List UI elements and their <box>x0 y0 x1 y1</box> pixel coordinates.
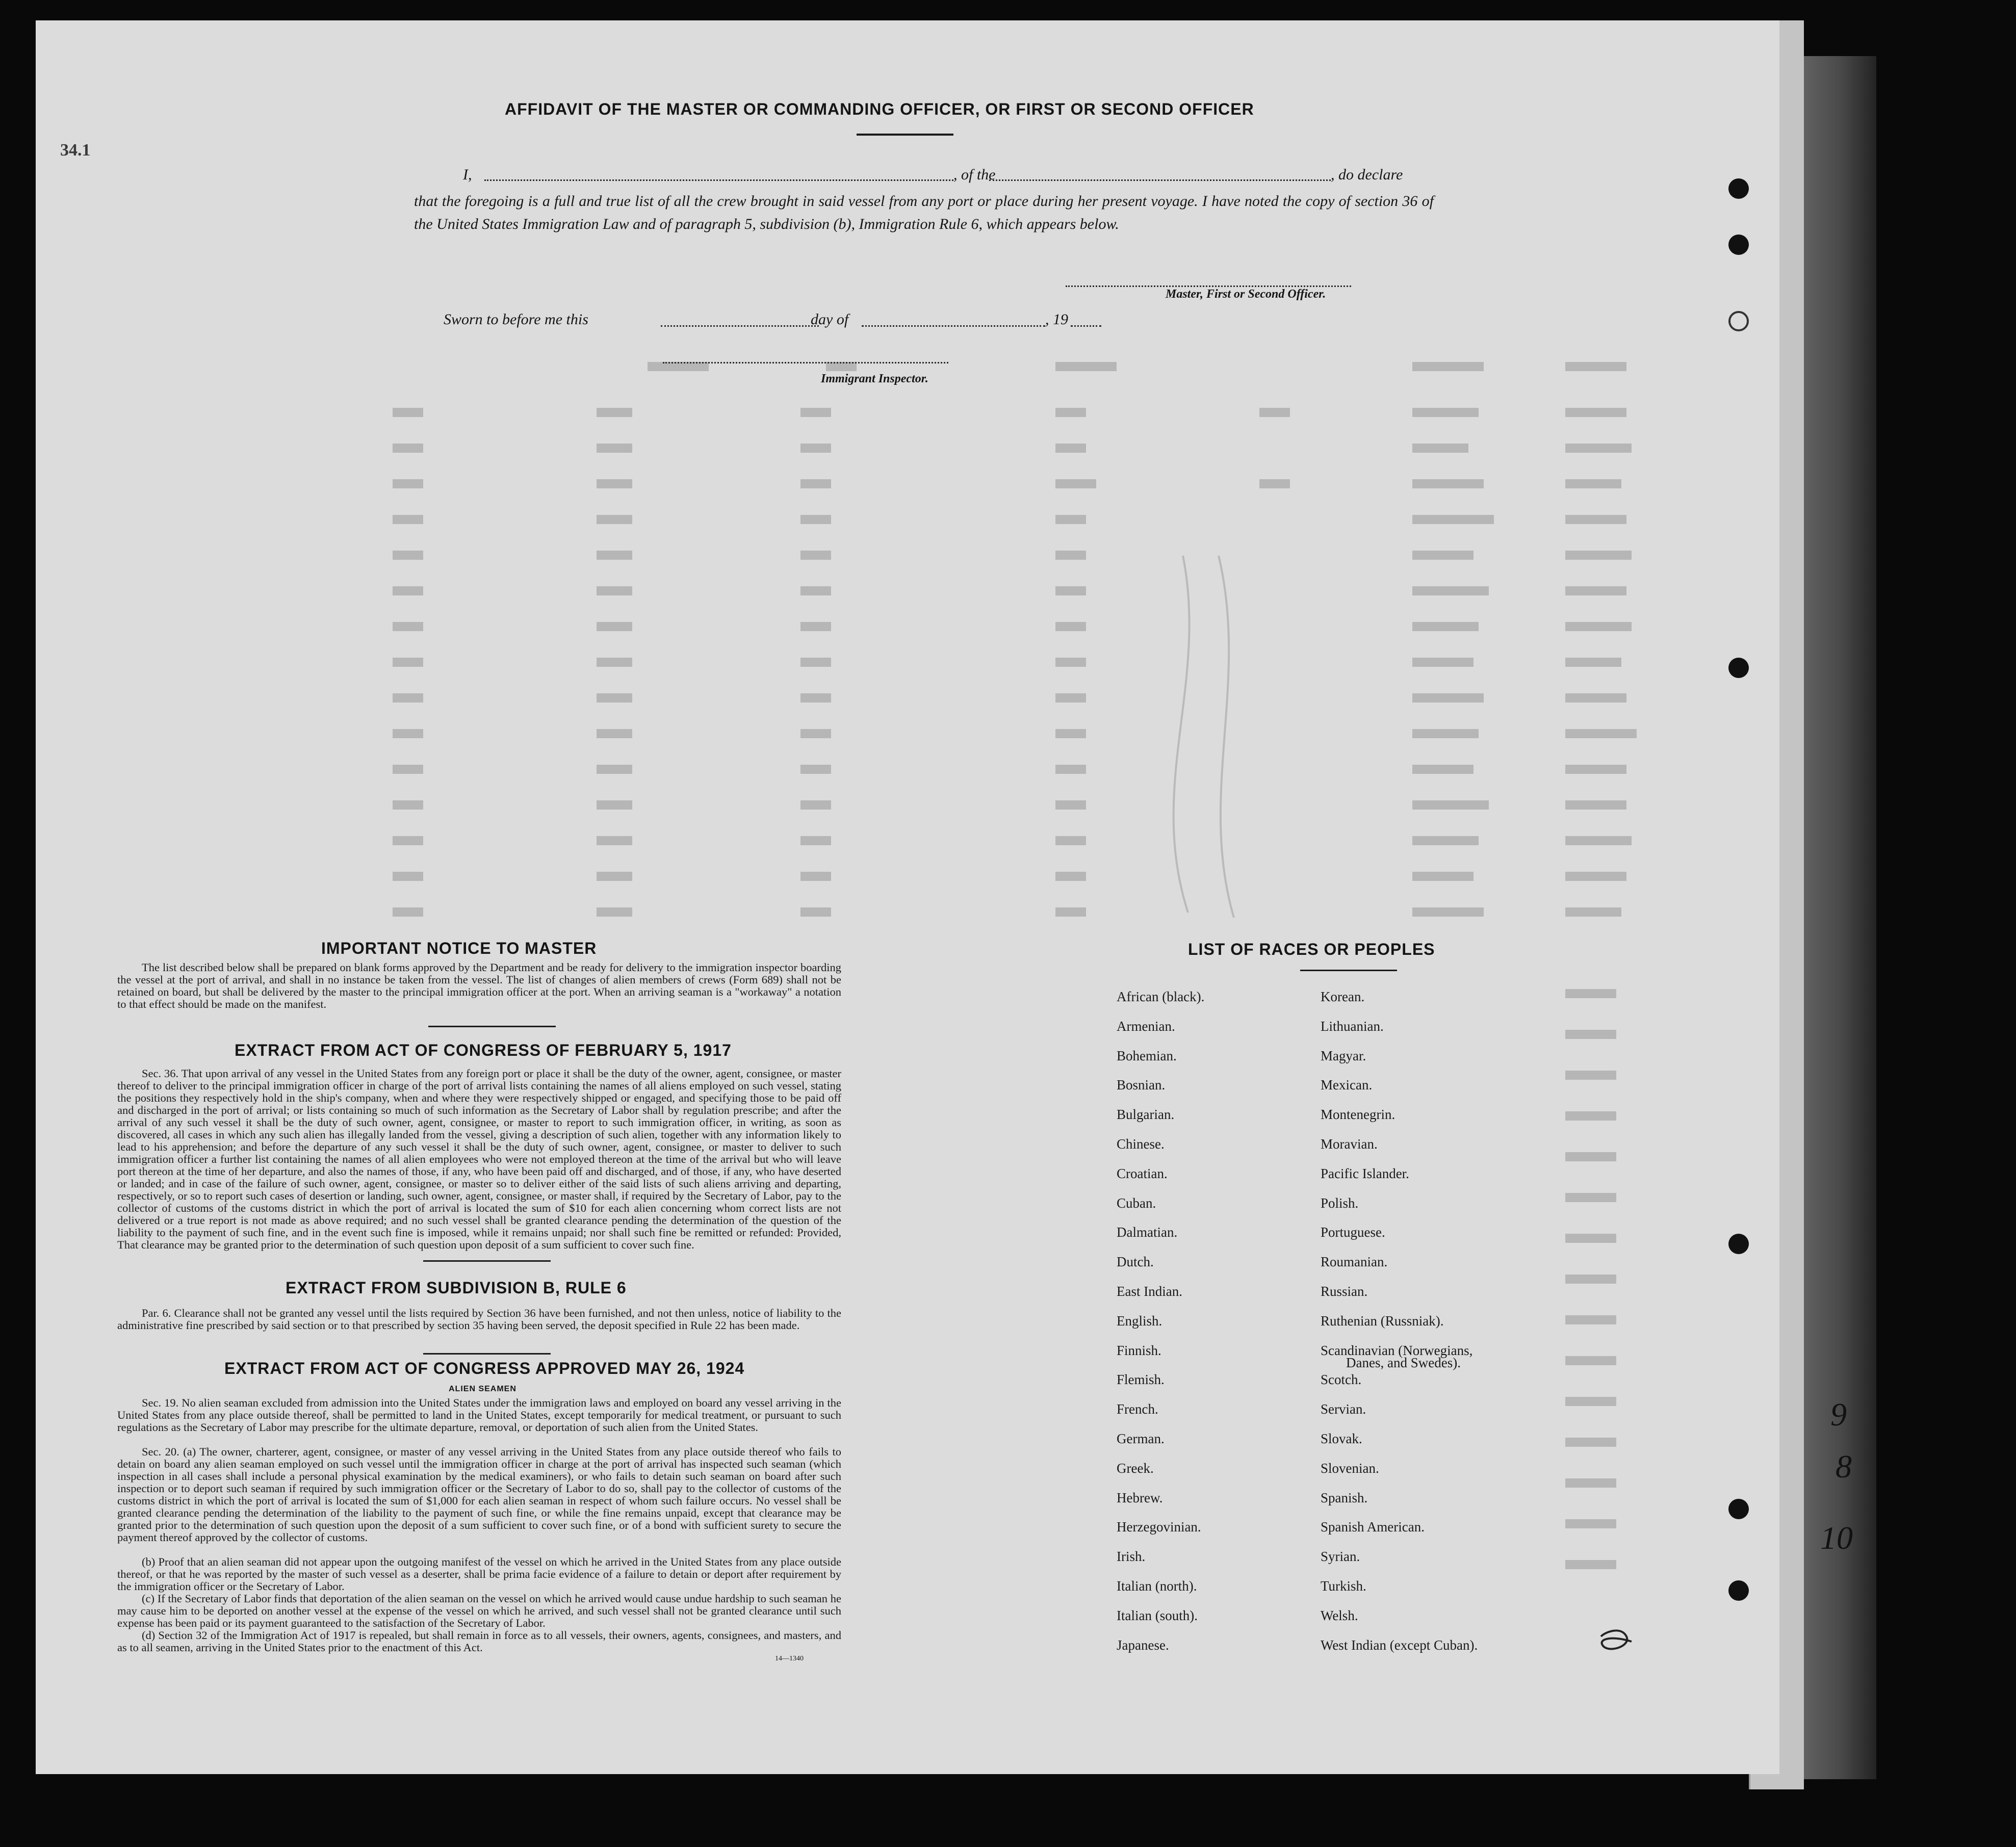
race-item: Armenian. <box>1117 1018 1175 1034</box>
punch-hole <box>1728 1499 1749 1519</box>
extract-1924-sec19: Sec. 19. No alien seaman excluded from admission into the United States under the immigration laws and employed on board any vessel arriving in the United States from any place outside thereof, shall be permitted to land in the United States, except temporarily for medical treatment, or pursuant to such regulations as the Secretary of Labor may prescribe for the ultimate departure, removal, or deportation of such alien from the United States. <box>117 1396 841 1434</box>
race-item: East Indian. <box>1117 1284 1182 1299</box>
race-item: Danes, and Swedes). <box>1346 1355 1461 1370</box>
race-item: Spanish American. <box>1321 1519 1425 1535</box>
race-item: Portuguese. <box>1321 1225 1385 1240</box>
document-page <box>36 20 1779 1774</box>
race-item: Korean. <box>1321 989 1365 1004</box>
extract-1924-subtitle: ALIEN SEAMEN <box>449 1385 516 1393</box>
race-item: Finnish. <box>1117 1342 1161 1358</box>
punch-hole-open <box>1728 311 1749 331</box>
punch-hole <box>1728 1580 1749 1601</box>
race-item: Mexican. <box>1321 1077 1373 1093</box>
race-item: Moravian. <box>1321 1136 1378 1152</box>
race-item: Dalmatian. <box>1117 1225 1178 1240</box>
race-item: Bohemian. <box>1117 1048 1177 1063</box>
extract-1917-title: EXTRACT FROM ACT OF CONGRESS OF FEBRUARY 5, 1917 <box>235 1041 732 1059</box>
race-item: Spanish. <box>1321 1490 1368 1505</box>
sworn-year-line <box>1071 325 1101 327</box>
extract-1924-sec20b: (b) Proof that an alien seaman did not appear upon the outgoing manifest of the vessel on which he arrived in the United States from any place outside thereof, or that he was reported by the master of such vessel as a deserter, shall be prima facie evidence of a failure to detain or deport after requirement by the immigration officer or the Secretary of Labor. <box>117 1555 841 1593</box>
race-item: German. <box>1117 1431 1165 1446</box>
edge-tally-number: 10 <box>1820 1520 1853 1556</box>
race-item: Magyar. <box>1321 1048 1366 1063</box>
race-item: Cuban. <box>1117 1195 1156 1211</box>
race-item: Croatian. <box>1117 1165 1168 1181</box>
sworn-day-of: day of <box>811 311 849 328</box>
race-item: Hebrew. <box>1117 1490 1163 1505</box>
affidavit-title: AFFIDAVIT OF THE MASTER OR COMMANDING OFFICER, OR FIRST OR SECOND OFFICER <box>505 100 1254 118</box>
master-signature-line <box>1066 285 1351 287</box>
race-item: Greek. <box>1117 1460 1154 1476</box>
race-item: Roumanian. <box>1321 1254 1388 1270</box>
race-item: Herzegovinian. <box>1117 1519 1201 1535</box>
race-item: Turkish. <box>1321 1578 1366 1594</box>
affidavit-i-label: I, <box>463 166 472 183</box>
handwritten-scribble-mark <box>1596 1626 1637 1662</box>
race-item: Dutch. <box>1117 1254 1154 1270</box>
margin-page-number: 34.1 <box>60 141 91 160</box>
edge-tally-number: 8 <box>1836 1448 1852 1485</box>
extract-1924-title: EXTRACT FROM ACT OF CONGRESS APPROVED MAY 26, 1924 <box>224 1359 745 1377</box>
affidavit-of-the: , of the <box>953 166 996 183</box>
race-item: Pacific Islander. <box>1321 1165 1409 1181</box>
punch-hole <box>1728 235 1749 255</box>
race-item: French. <box>1117 1401 1158 1417</box>
race-item: Scotch. <box>1321 1372 1362 1388</box>
race-item: Welsh. <box>1321 1607 1358 1623</box>
race-item: Bulgarian. <box>1117 1107 1175 1123</box>
race-item: Irish. <box>1117 1549 1146 1565</box>
notice-rule <box>428 1026 556 1027</box>
extract-1924-sec20a: Sec. 20. (a) The owner, charterer, agent, consignee, or master of any vessel arriving in the United States from any place outside thereof who fails to detain on board any alien seaman employed on such vessel until the immigration officer in charge at the port of arrival has inspected such seaman (which inspection in all cases shall include a personal physical examination by the medical examiners), or who fails to detain such seaman on board after such inspection or to deport such seaman if required by such immigration officer or the Secretary of Labor to do so, shall pay to the collector of customs of the customs district in which the port of arrival is located the sum of $1,000 for each alien seaman in respect of whom such failure occurs. No vessel shall be granted clearance pending the determination of the liability to the payment of such fine, or while the fine remains unpaid, except that clearance may be granted prior to the determination of such question upon the deposit of a sum sufficient to cover such fine, or of a bond with sufficient surety to secure the payment thereof approved by the collector of customs. <box>117 1445 841 1544</box>
master-signature-label: Master, First or Second Officer. <box>1166 288 1326 301</box>
punch-hole <box>1728 1234 1749 1254</box>
notice-text: The list described below shall be prepared on blank forms approved by the Department and be ready for delivery to the immigration inspector boarding the vessel at the port of arrival, and shall in no instance be taken from the vessel. The list of changes of alien members of crews (Form 689) shall not be retained on board, but shall be delivered by the master to the principal immigration officer at the port. When an arriving seaman is a "workaway" a notation to that effect should be made on the manifest. <box>117 961 841 1010</box>
punch-hole <box>1728 658 1749 678</box>
affidavit-title-rule <box>857 134 953 136</box>
race-item: Scandinavian (Norwegians, <box>1321 1342 1473 1358</box>
race-item: Flemish. <box>1117 1372 1165 1388</box>
affidavit-body: that the foregoing is a full and true list of all the crew brought in said vessel from any port or place during her present voyage. I have noted the copy of section 36 of the United States Immigration Law and of paragraph 5, subdivision (b), Immigration Rule 6, which appears below. <box>414 193 1434 232</box>
punch-hole <box>1728 178 1749 199</box>
sworn-year: , 19 <box>1045 311 1068 328</box>
affidavit-do-declare: , do declare <box>1331 166 1403 183</box>
race-item: West Indian (except Cuban). <box>1321 1637 1478 1653</box>
extract-1917-rule <box>423 1260 551 1262</box>
extract-rule6-rule <box>423 1353 551 1355</box>
race-item: Slovak. <box>1321 1431 1362 1446</box>
affidavit-vessel-line <box>989 179 1331 181</box>
race-item: Italian (north). <box>1117 1578 1197 1594</box>
extract-1917-text: Sec. 36. That upon arrival of any vessel in the United States from any foreign port or place it shall be the duty of the owner, agent, consignee, or master thereof to deliver to the principal immigration officer in charge of the port of arrival lists containing the names of all aliens employed on such vessel, stating the positions they respectively hold in the ship's company, when and where they were respectively shipped or engaged, and specifying those to be paid off and discharged in the port of arrival; or lists containing so much of such information as the Secretary of Labor shall by regulation prescribe; and after the arrival of any such vessel it shall be the duty of such owner, agent, consignee, or master to report to such immigration officer, in writing, as soon as discovered, all cases in which any such alien has illegally landed from the vessel, giving a description of such alien, together with any information likely to lead to his apprehension; and before the departure of any such vessel it shall be the duty of such owner, agent, consignee, or master to deliver to such immigration officer a further list containing the names of all alien employees who were not employed thereon at the time of the arrival but who will leave port thereon at the time of her departure, and also the names of those, if any, who have been paid off and discharged, and of those, if any, who have deserted or landed; and in case of the failure of such owner, agent, consignee, or master so to deliver either of the said lists of such aliens arriving and departing, respectively, or so to report such cases of desertion or landing, such owner, agent, consignee, or master shall, if required by the Secretary of Labor, pay to the collector of customs of the customs district in which the port of arrival is located the sum of $10 for each alien concerning whom correct lists are not delivered or a true report is not made as above required; and no such vessel shall be granted clearance pending the determination of the question of the liability to the payment of such fine, and in the event such fine is imposed, while it remains unpaid; nor shall such fine be remitted or refunded: Provided, That clearance may be granted prior to the determination of such question upon deposit of a sum sufficient to cover such fine. <box>117 1067 841 1251</box>
race-item: Lithuanian. <box>1321 1018 1384 1034</box>
race-item: Italian (south). <box>1117 1607 1198 1623</box>
sworn-month-line <box>862 325 1045 327</box>
sworn-date-line <box>661 325 819 327</box>
race-item: Ruthenian (Russniak). <box>1321 1313 1444 1329</box>
extract-1924-sec20c: (c) If the Secretary of Labor finds that deportation of the alien seaman on the vessel on which he arrived would cause undue hardship to such seaman he may cause him to be deported on another vessel at the expense of the vessel on which he arrived, and such vessel shall not be granted clearance until such expense has been paid or its payment guaranteed to the satisfaction of the Secretary of Labor. <box>117 1592 841 1629</box>
race-item: Chinese. <box>1117 1136 1165 1152</box>
notice-title: IMPORTANT NOTICE TO MASTER <box>321 939 597 957</box>
race-item: Slovenian. <box>1321 1460 1379 1476</box>
races-title: LIST OF RACES OR PEOPLES <box>1188 940 1435 958</box>
sworn-label: Sworn to before me this <box>444 311 588 328</box>
inspector-label: Immigrant Inspector. <box>821 372 928 385</box>
inspector-signature-line <box>663 362 948 363</box>
race-item: Syrian. <box>1321 1549 1360 1565</box>
races-title-rule <box>1300 970 1397 971</box>
race-item: Russian. <box>1321 1284 1368 1299</box>
race-item: Bosnian. <box>1117 1077 1166 1093</box>
race-item: English. <box>1117 1313 1162 1329</box>
race-item: Servian. <box>1321 1401 1366 1417</box>
edge-tally-number: 9 <box>1830 1396 1847 1433</box>
extract-rule6-text: Par. 6. Clearance shall not be granted any vessel until the lists required by Section 36 have been furnished, and not then unless, notice of liability to the administrative fine prescribed by said section or to that prescribed by section 35 having been served, the deposit specified in Rule 22 has been made. <box>117 1307 841 1332</box>
form-number: 14—1340 <box>775 1655 804 1662</box>
race-item: Montenegrin. <box>1321 1107 1395 1123</box>
race-item: African (black). <box>1117 989 1205 1004</box>
affidavit-name-line <box>484 179 953 181</box>
extract-1924-sec20d: (d) Section 32 of the Immigration Act of 1917 is repealed, but shall remain in force as to all vessels, their owners, agents, consignees, and masters, and as to all seamen, arriving in the United States prior to the enactment of this Act. <box>117 1629 841 1654</box>
race-item: Japanese. <box>1117 1637 1169 1653</box>
race-item: Polish. <box>1321 1195 1359 1211</box>
extract-rule6-title: EXTRACT FROM SUBDIVISION B, RULE 6 <box>286 1279 627 1297</box>
